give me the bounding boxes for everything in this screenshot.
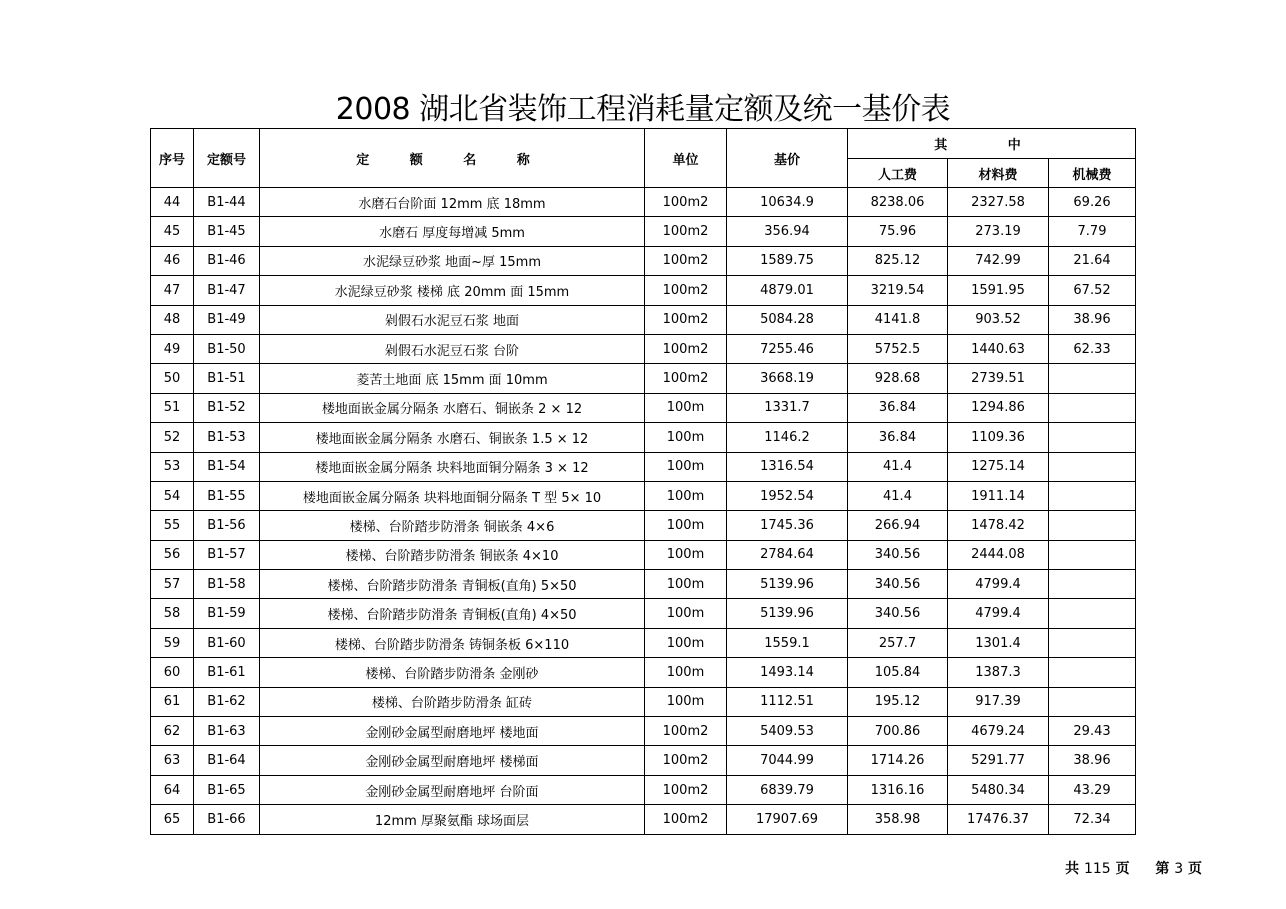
table-header <box>151 129 1136 188</box>
cell-base-price: 6839.79 <box>727 775 848 804</box>
cell-machine: 38.96 <box>1049 305 1136 334</box>
cell-code: B1-55 <box>194 481 260 510</box>
cell-material: 1591.95 <box>948 276 1049 305</box>
cell-base-price: 2784.64 <box>727 540 848 569</box>
table-row <box>151 717 1136 746</box>
total-pages-prefix: 共 <box>1065 861 1080 877</box>
cell-seq: 63 <box>151 746 194 775</box>
cell-code: B1-46 <box>194 246 260 275</box>
cell-unit: 100m <box>645 599 727 628</box>
cell-labor: 41.4 <box>848 452 948 481</box>
cell-name: 楼梯、台阶踏步防滑条 青铜板(直角) 5×50 <box>260 570 645 599</box>
cell-unit: 100m2 <box>645 364 727 393</box>
cell-unit: 100m <box>645 570 727 599</box>
cell-machine <box>1049 481 1136 510</box>
cell-name: 楼地面嵌金属分隔条 块料地面铜分隔条 3 × 12 <box>260 452 645 481</box>
cell-labor: 358.98 <box>848 805 948 834</box>
cell-machine <box>1049 364 1136 393</box>
cell-labor: 105.84 <box>848 658 948 687</box>
cell-name: 楼地面嵌金属分隔条 块料地面铜分隔条 T 型 5× 10 <box>260 481 645 510</box>
cell-name: 水磨石台阶面 12mm 底 18mm <box>260 188 645 217</box>
cell-seq: 57 <box>151 570 194 599</box>
cell-code: B1-59 <box>194 599 260 628</box>
cell-seq: 54 <box>151 481 194 510</box>
cell-base-price: 17907.69 <box>727 805 848 834</box>
cell-base-price: 1112.51 <box>727 687 848 716</box>
table-row <box>151 393 1136 422</box>
cell-machine <box>1049 658 1136 687</box>
cell-labor: 700.86 <box>848 717 948 746</box>
cell-unit: 100m2 <box>645 775 727 804</box>
cell-seq: 44 <box>151 188 194 217</box>
page-number-prefix: 第 <box>1155 861 1170 877</box>
cell-material: 1294.86 <box>948 393 1049 422</box>
cell-seq: 47 <box>151 276 194 305</box>
cell-unit: 100m <box>645 628 727 657</box>
cell-base-price: 5139.96 <box>727 570 848 599</box>
cell-base-price: 1493.14 <box>727 658 848 687</box>
cell-unit: 100m2 <box>645 805 727 834</box>
cell-material: 1387.3 <box>948 658 1049 687</box>
table-row <box>151 334 1136 363</box>
cell-base-price: 7044.99 <box>727 746 848 775</box>
cell-code: B1-49 <box>194 305 260 334</box>
cell-machine <box>1049 423 1136 452</box>
cell-unit: 100m2 <box>645 746 727 775</box>
cell-name: 水泥绿豆砂浆 地面~厚 15mm <box>260 246 645 275</box>
cell-seq: 53 <box>151 452 194 481</box>
cell-seq: 61 <box>151 687 194 716</box>
cell-name: 水泥绿豆砂浆 楼梯 底 20mm 面 15mm <box>260 276 645 305</box>
cell-machine <box>1049 628 1136 657</box>
cell-unit: 100m <box>645 393 727 422</box>
table-row <box>151 276 1136 305</box>
table-row <box>151 452 1136 481</box>
cell-base-price: 1952.54 <box>727 481 848 510</box>
header-of-which: 其 中 <box>848 129 1136 159</box>
table-row <box>151 217 1136 246</box>
cell-name: 剁假石水泥豆石浆 台阶 <box>260 334 645 363</box>
page-footer <box>1065 858 1202 878</box>
cell-code: B1-51 <box>194 364 260 393</box>
cell-seq: 60 <box>151 658 194 687</box>
cell-seq: 48 <box>151 305 194 334</box>
cell-unit: 100m <box>645 452 727 481</box>
cell-seq: 49 <box>151 334 194 363</box>
cell-name: 金刚砂金属型耐磨地坪 台阶面 <box>260 775 645 804</box>
cell-code: B1-58 <box>194 570 260 599</box>
cell-machine: 7.79 <box>1049 217 1136 246</box>
cell-labor: 1714.26 <box>848 746 948 775</box>
cell-machine <box>1049 599 1136 628</box>
cell-code: B1-61 <box>194 658 260 687</box>
cell-labor: 36.84 <box>848 423 948 452</box>
cell-material: 4679.24 <box>948 717 1049 746</box>
cell-machine: 43.29 <box>1049 775 1136 804</box>
cell-material: 5291.77 <box>948 746 1049 775</box>
cell-material: 1275.14 <box>948 452 1049 481</box>
cell-machine: 72.34 <box>1049 805 1136 834</box>
cell-name: 楼地面嵌金属分隔条 水磨石、铜嵌条 1.5 × 12 <box>260 423 645 452</box>
cell-material: 1478.42 <box>948 511 1049 540</box>
cell-material: 4799.4 <box>948 570 1049 599</box>
cell-base-price: 5409.53 <box>727 717 848 746</box>
cell-material: 17476.37 <box>948 805 1049 834</box>
table-row <box>151 658 1136 687</box>
cell-unit: 100m <box>645 511 727 540</box>
cell-machine <box>1049 540 1136 569</box>
cell-unit: 100m2 <box>645 305 727 334</box>
cell-unit: 100m <box>645 687 727 716</box>
cell-name: 菱苦土地面 底 15mm 面 10mm <box>260 364 645 393</box>
cell-unit: 100m2 <box>645 334 727 363</box>
cell-code: B1-52 <box>194 393 260 422</box>
cell-machine <box>1049 393 1136 422</box>
total-pages: 115 <box>1083 861 1111 877</box>
cell-base-price: 5084.28 <box>727 305 848 334</box>
cell-material: 917.39 <box>948 687 1049 716</box>
cell-name: 12mm 厚聚氨酯 球场面层 <box>260 805 645 834</box>
cell-labor: 1316.16 <box>848 775 948 804</box>
cell-material: 2444.08 <box>948 540 1049 569</box>
header-unit: 单位 <box>645 129 727 188</box>
cell-seq: 46 <box>151 246 194 275</box>
cell-unit: 100m2 <box>645 217 727 246</box>
cell-code: B1-65 <box>194 775 260 804</box>
cell-machine: 21.64 <box>1049 246 1136 275</box>
cell-base-price: 4879.01 <box>727 276 848 305</box>
cell-code: B1-50 <box>194 334 260 363</box>
cell-code: B1-54 <box>194 452 260 481</box>
cell-base-price: 1146.2 <box>727 423 848 452</box>
header-code: 定额号 <box>194 129 260 188</box>
cell-unit: 100m2 <box>645 276 727 305</box>
cell-base-price: 10634.9 <box>727 188 848 217</box>
cell-machine: 67.52 <box>1049 276 1136 305</box>
cell-labor: 41.4 <box>848 481 948 510</box>
cell-code: B1-44 <box>194 188 260 217</box>
cell-labor: 340.56 <box>848 570 948 599</box>
cell-labor: 340.56 <box>848 540 948 569</box>
cell-material: 273.19 <box>948 217 1049 246</box>
cell-seq: 45 <box>151 217 194 246</box>
cell-name: 楼梯、台阶踏步防滑条 缸砖 <box>260 687 645 716</box>
cell-machine: 69.26 <box>1049 188 1136 217</box>
page-number: 3 <box>1174 861 1184 877</box>
table-row <box>151 775 1136 804</box>
cell-name: 楼梯、台阶踏步防滑条 金刚砂 <box>260 658 645 687</box>
header-seq: 序号 <box>151 129 194 188</box>
table-row <box>151 246 1136 275</box>
document-title: 2008 湖北省装饰工程消耗量定额及统一基价表 <box>335 92 951 127</box>
cell-base-price: 1745.36 <box>727 511 848 540</box>
cell-code: B1-63 <box>194 717 260 746</box>
cell-name: 金刚砂金属型耐磨地坪 楼梯面 <box>260 746 645 775</box>
cell-labor: 75.96 <box>848 217 948 246</box>
header-labor: 人工费 <box>848 159 948 188</box>
cell-seq: 64 <box>151 775 194 804</box>
table-row <box>151 511 1136 540</box>
cell-machine: 62.33 <box>1049 334 1136 363</box>
cell-labor: 257.7 <box>848 628 948 657</box>
table-row <box>151 481 1136 510</box>
cell-base-price: 1331.7 <box>727 393 848 422</box>
cell-unit: 100m <box>645 540 727 569</box>
cell-material: 742.99 <box>948 246 1049 275</box>
cell-machine <box>1049 452 1136 481</box>
cell-seq: 56 <box>151 540 194 569</box>
cell-unit: 100m <box>645 423 727 452</box>
header-name: 定 额 名 称 <box>260 129 645 188</box>
cell-material: 2327.58 <box>948 188 1049 217</box>
cell-base-price: 1559.1 <box>727 628 848 657</box>
cell-base-price: 1589.75 <box>727 246 848 275</box>
cell-labor: 36.84 <box>848 393 948 422</box>
table-row <box>151 423 1136 452</box>
cell-seq: 50 <box>151 364 194 393</box>
cell-material: 903.52 <box>948 305 1049 334</box>
cell-code: B1-47 <box>194 276 260 305</box>
cell-labor: 266.94 <box>848 511 948 540</box>
cell-labor: 8238.06 <box>848 188 948 217</box>
cell-code: B1-66 <box>194 805 260 834</box>
table-row <box>151 188 1136 217</box>
cell-name: 楼地面嵌金属分隔条 水磨石、铜嵌条 2 × 12 <box>260 393 645 422</box>
cell-labor: 195.12 <box>848 687 948 716</box>
cell-name: 剁假石水泥豆石浆 地面 <box>260 305 645 334</box>
cell-code: B1-56 <box>194 511 260 540</box>
cell-code: B1-64 <box>194 746 260 775</box>
quota-table <box>150 128 1136 835</box>
cell-material: 5480.34 <box>948 775 1049 804</box>
cell-labor: 928.68 <box>848 364 948 393</box>
cell-code: B1-57 <box>194 540 260 569</box>
cell-machine: 29.43 <box>1049 717 1136 746</box>
cell-base-price: 356.94 <box>727 217 848 246</box>
cell-name: 楼梯、台阶踏步防滑条 青铜板(直角) 4×50 <box>260 599 645 628</box>
cell-machine: 38.96 <box>1049 746 1136 775</box>
cell-labor: 340.56 <box>848 599 948 628</box>
cell-material: 1301.4 <box>948 628 1049 657</box>
cell-name: 楼梯、台阶踏步防滑条 铸铜条板 6×110 <box>260 628 645 657</box>
cell-name: 水磨石 厚度每增减 5mm <box>260 217 645 246</box>
cell-code: B1-53 <box>194 423 260 452</box>
cell-unit: 100m2 <box>645 717 727 746</box>
cell-unit: 100m <box>645 481 727 510</box>
cell-name: 金刚砂金属型耐磨地坪 楼地面 <box>260 717 645 746</box>
cell-material: 1109.36 <box>948 423 1049 452</box>
page-number-suffix: 页 <box>1188 861 1202 877</box>
table-row <box>151 570 1136 599</box>
cell-machine <box>1049 687 1136 716</box>
cell-seq: 55 <box>151 511 194 540</box>
cell-seq: 51 <box>151 393 194 422</box>
table-row <box>151 628 1136 657</box>
cell-machine <box>1049 570 1136 599</box>
cell-name: 楼梯、台阶踏步防滑条 铜嵌条 4×6 <box>260 511 645 540</box>
total-pages-suffix: 页 <box>1115 861 1130 877</box>
table-row <box>151 364 1136 393</box>
cell-seq: 65 <box>151 805 194 834</box>
cell-unit: 100m2 <box>645 188 727 217</box>
table-body <box>151 188 1136 835</box>
cell-material: 4799.4 <box>948 599 1049 628</box>
cell-code: B1-62 <box>194 687 260 716</box>
header-machine: 机械费 <box>1049 159 1136 188</box>
cell-material: 1911.14 <box>948 481 1049 510</box>
cell-base-price: 1316.54 <box>727 452 848 481</box>
cell-base-price: 5139.96 <box>727 599 848 628</box>
cell-seq: 52 <box>151 423 194 452</box>
table-row <box>151 746 1136 775</box>
cell-base-price: 7255.46 <box>727 334 848 363</box>
cell-unit: 100m <box>645 658 727 687</box>
header-material: 材料费 <box>948 159 1049 188</box>
header-base-price: 基价 <box>727 129 848 188</box>
table-row <box>151 305 1136 334</box>
cell-labor: 825.12 <box>848 246 948 275</box>
cell-seq: 59 <box>151 628 194 657</box>
cell-material: 2739.51 <box>948 364 1049 393</box>
cell-labor: 4141.8 <box>848 305 948 334</box>
cell-code: B1-60 <box>194 628 260 657</box>
cell-machine <box>1049 511 1136 540</box>
cell-seq: 58 <box>151 599 194 628</box>
table-row <box>151 805 1136 834</box>
cell-seq: 62 <box>151 717 194 746</box>
cell-name: 楼梯、台阶踏步防滑条 铜嵌条 4×10 <box>260 540 645 569</box>
cell-labor: 5752.5 <box>848 334 948 363</box>
cell-base-price: 3668.19 <box>727 364 848 393</box>
cell-unit: 100m2 <box>645 246 727 275</box>
cell-material: 1440.63 <box>948 334 1049 363</box>
table-row <box>151 540 1136 569</box>
cell-code: B1-45 <box>194 217 260 246</box>
table-row <box>151 599 1136 628</box>
table-row <box>151 687 1136 716</box>
cell-labor: 3219.54 <box>848 276 948 305</box>
